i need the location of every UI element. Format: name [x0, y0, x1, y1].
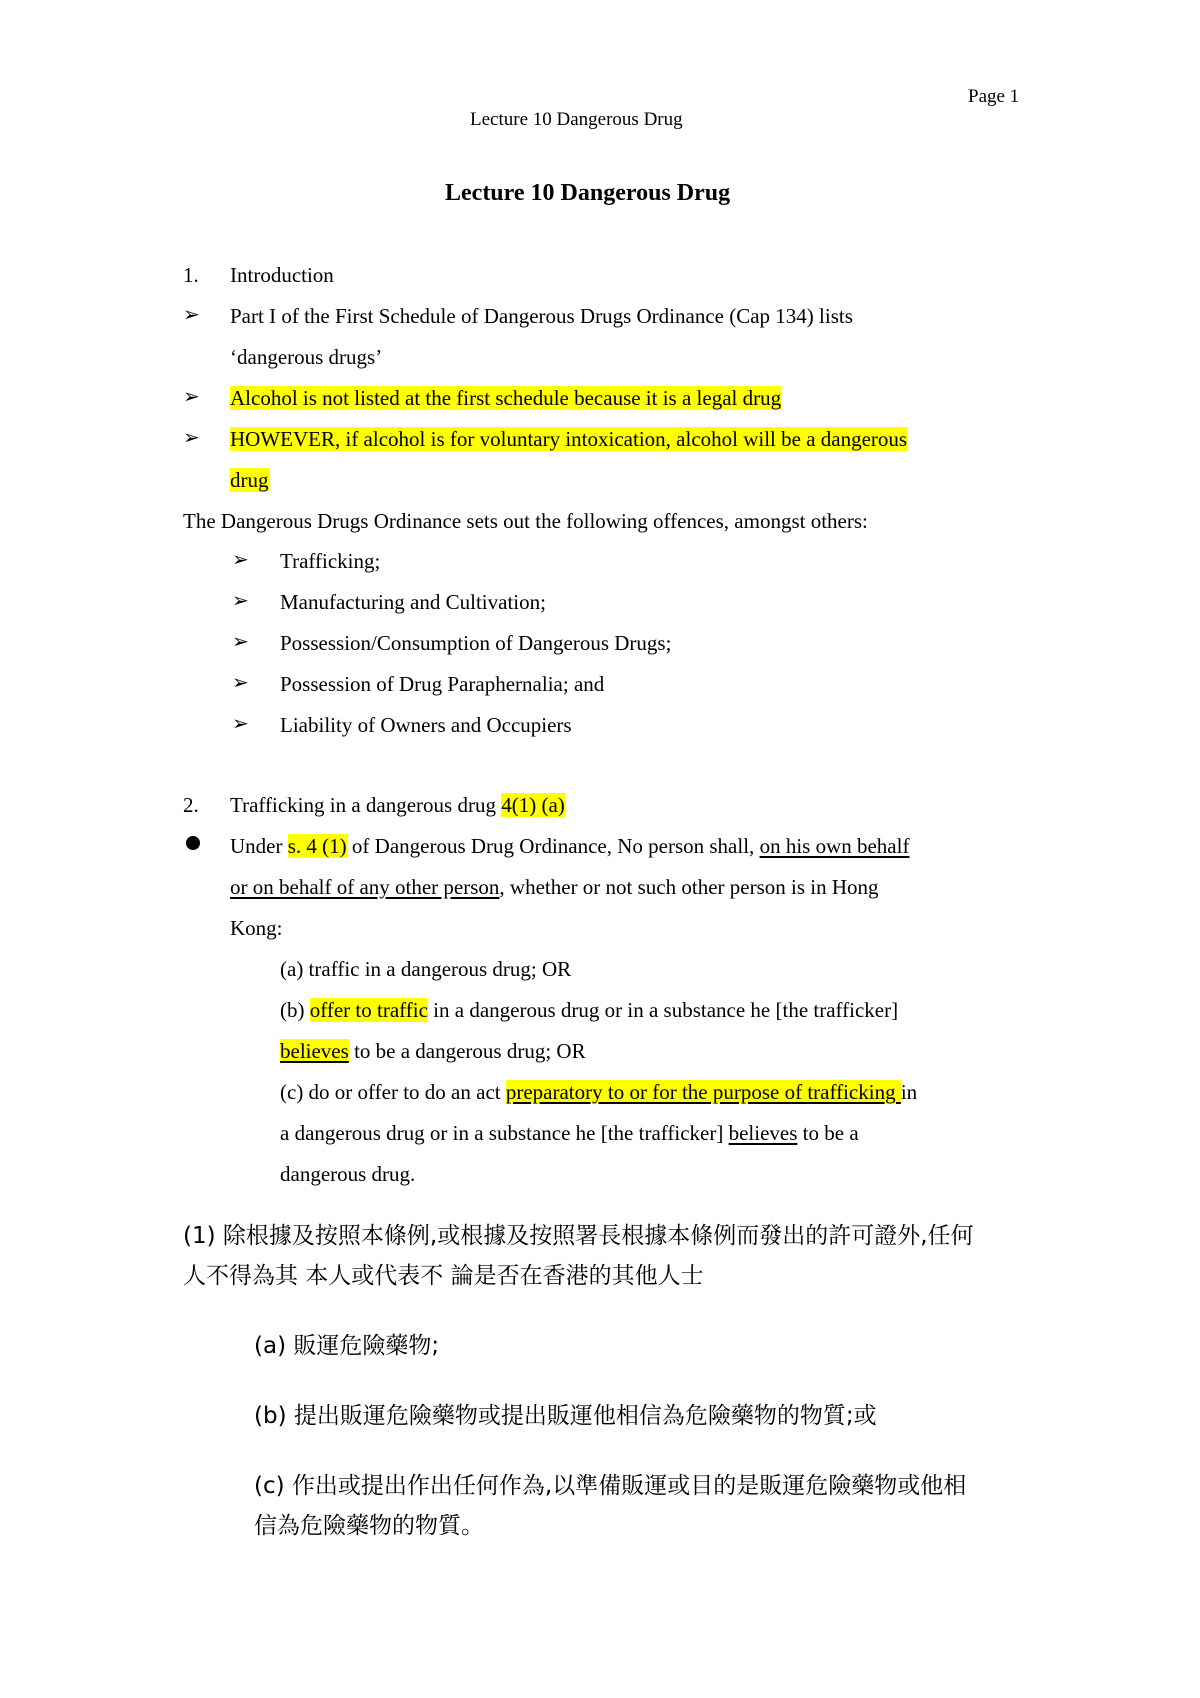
- arrow-bullet-icon: ➢: [232, 629, 249, 653]
- text-run: in: [900, 1080, 918, 1104]
- highlight: believes: [280, 1039, 349, 1063]
- clause-b: [280, 998, 898, 1022]
- highlight: HOWEVER, if alcohol is for voluntary intoxication, alcohol will be a dangerous: [230, 427, 908, 451]
- underlined-text: believes: [728, 1121, 798, 1145]
- offence-item: Manufacturing and Cultivation;: [280, 590, 546, 614]
- highlighted-bullet-text: [230, 427, 907, 451]
- text-run: a dangerous drug or in a substance he [the trafficker]: [280, 1121, 729, 1145]
- highlight: drug: [230, 468, 269, 492]
- clause-c: dangerous drug.: [280, 1162, 416, 1186]
- highlight: preparatory to or for the purpose of trafficking: [505, 1080, 901, 1104]
- highlighted-bullet-text: [230, 468, 269, 492]
- text-run: Under: [230, 834, 288, 858]
- clause-c: [280, 1121, 859, 1145]
- chinese-clause-c: 信為危險藥物的物質。: [254, 1513, 484, 1539]
- section-reference: s. 4 (1): [287, 834, 347, 858]
- clause-c: [280, 1080, 917, 1104]
- chinese-clause-c: (c) 作出或提出作出任何作為,以準備販運或目的是販運危險藥物或他相: [254, 1473, 967, 1499]
- highlight: Alcohol is not listed at the first schedule because it is a legal drug: [230, 386, 782, 410]
- chinese-provision: 人不得為其 本人或代表不 論是否在香港的其他人士: [183, 1263, 704, 1289]
- arrow-bullet-icon: ➢: [232, 588, 249, 612]
- chinese-provision: (1) 除根據及按照本條例,或根據及按照署長根據本條例而發出的許可證外,任何: [183, 1223, 974, 1249]
- arrow-bullet-icon: ➢: [183, 425, 200, 449]
- highlighted-bullet-text: [230, 386, 781, 410]
- section-heading: [230, 793, 565, 817]
- section-heading: Introduction: [230, 263, 334, 287]
- offence-item: Possession of Drug Paraphernalia; and: [280, 672, 605, 696]
- text-run: in a dangerous drug or in a substance he [the trafficker]: [427, 998, 899, 1022]
- clause-b: [280, 1039, 586, 1063]
- text-run: (c) do or offer to do an act: [280, 1080, 506, 1104]
- chinese-clause-b: (b) 提出販運危險藥物或提出販運他相信為危險藥物的物質;或: [254, 1403, 877, 1429]
- arrow-bullet-icon: ➢: [183, 384, 200, 408]
- bullet-dot-icon: [186, 836, 200, 850]
- section-number: 2.: [183, 793, 199, 817]
- provision-text: Kong:: [230, 916, 283, 940]
- offence-item: Liability of Owners and Occupiers: [280, 713, 572, 737]
- text-run: to be a dangerous drug; OR: [348, 1039, 586, 1063]
- section-reference: 4(1) (a): [501, 793, 565, 817]
- underlined-text: or on behalf of any other person: [230, 875, 500, 899]
- arrow-bullet-icon: ➢: [232, 670, 249, 694]
- text-run: (b): [280, 998, 310, 1022]
- document-title: Lecture 10 Dangerous Drug: [445, 180, 731, 206]
- offence-item: Possession/Consumption of Dangerous Drugs;: [280, 631, 672, 655]
- offence-item: Trafficking;: [280, 549, 381, 573]
- chinese-clause-a: (a) 販運危險藥物;: [254, 1333, 440, 1359]
- underlined-text: on his own behalf: [759, 834, 910, 858]
- provision-text: [230, 875, 879, 899]
- arrow-bullet-icon: ➢: [232, 711, 249, 735]
- bullet-text: Part I of the First Schedule of Dangerous Drugs Ordinance (Cap 134) lists: [230, 304, 853, 328]
- bullet-text: ‘dangerous drugs’: [230, 345, 383, 369]
- arrow-bullet-icon: ➢: [232, 547, 249, 571]
- provision-text: [230, 834, 909, 858]
- running-header: Lecture 10 Dangerous Drug: [470, 109, 683, 130]
- text-run: of Dangerous Drug Ordinance, No person shall,: [346, 834, 760, 858]
- section-heading-text: Trafficking in a dangerous drug: [230, 793, 502, 817]
- section-number: 1.: [183, 263, 199, 287]
- text-run: to be a: [797, 1121, 859, 1145]
- arrow-bullet-icon: ➢: [183, 302, 200, 326]
- page-number: Page 1: [968, 86, 1020, 107]
- clause-a: (a) traffic in a dangerous drug; OR: [280, 957, 572, 981]
- highlight: offer to traffic: [309, 998, 428, 1022]
- intro-sentence: The Dangerous Drugs Ordinance sets out the following offences, amongst others:: [183, 509, 868, 533]
- text-run: , whether or not such other person is in Hong: [499, 875, 879, 899]
